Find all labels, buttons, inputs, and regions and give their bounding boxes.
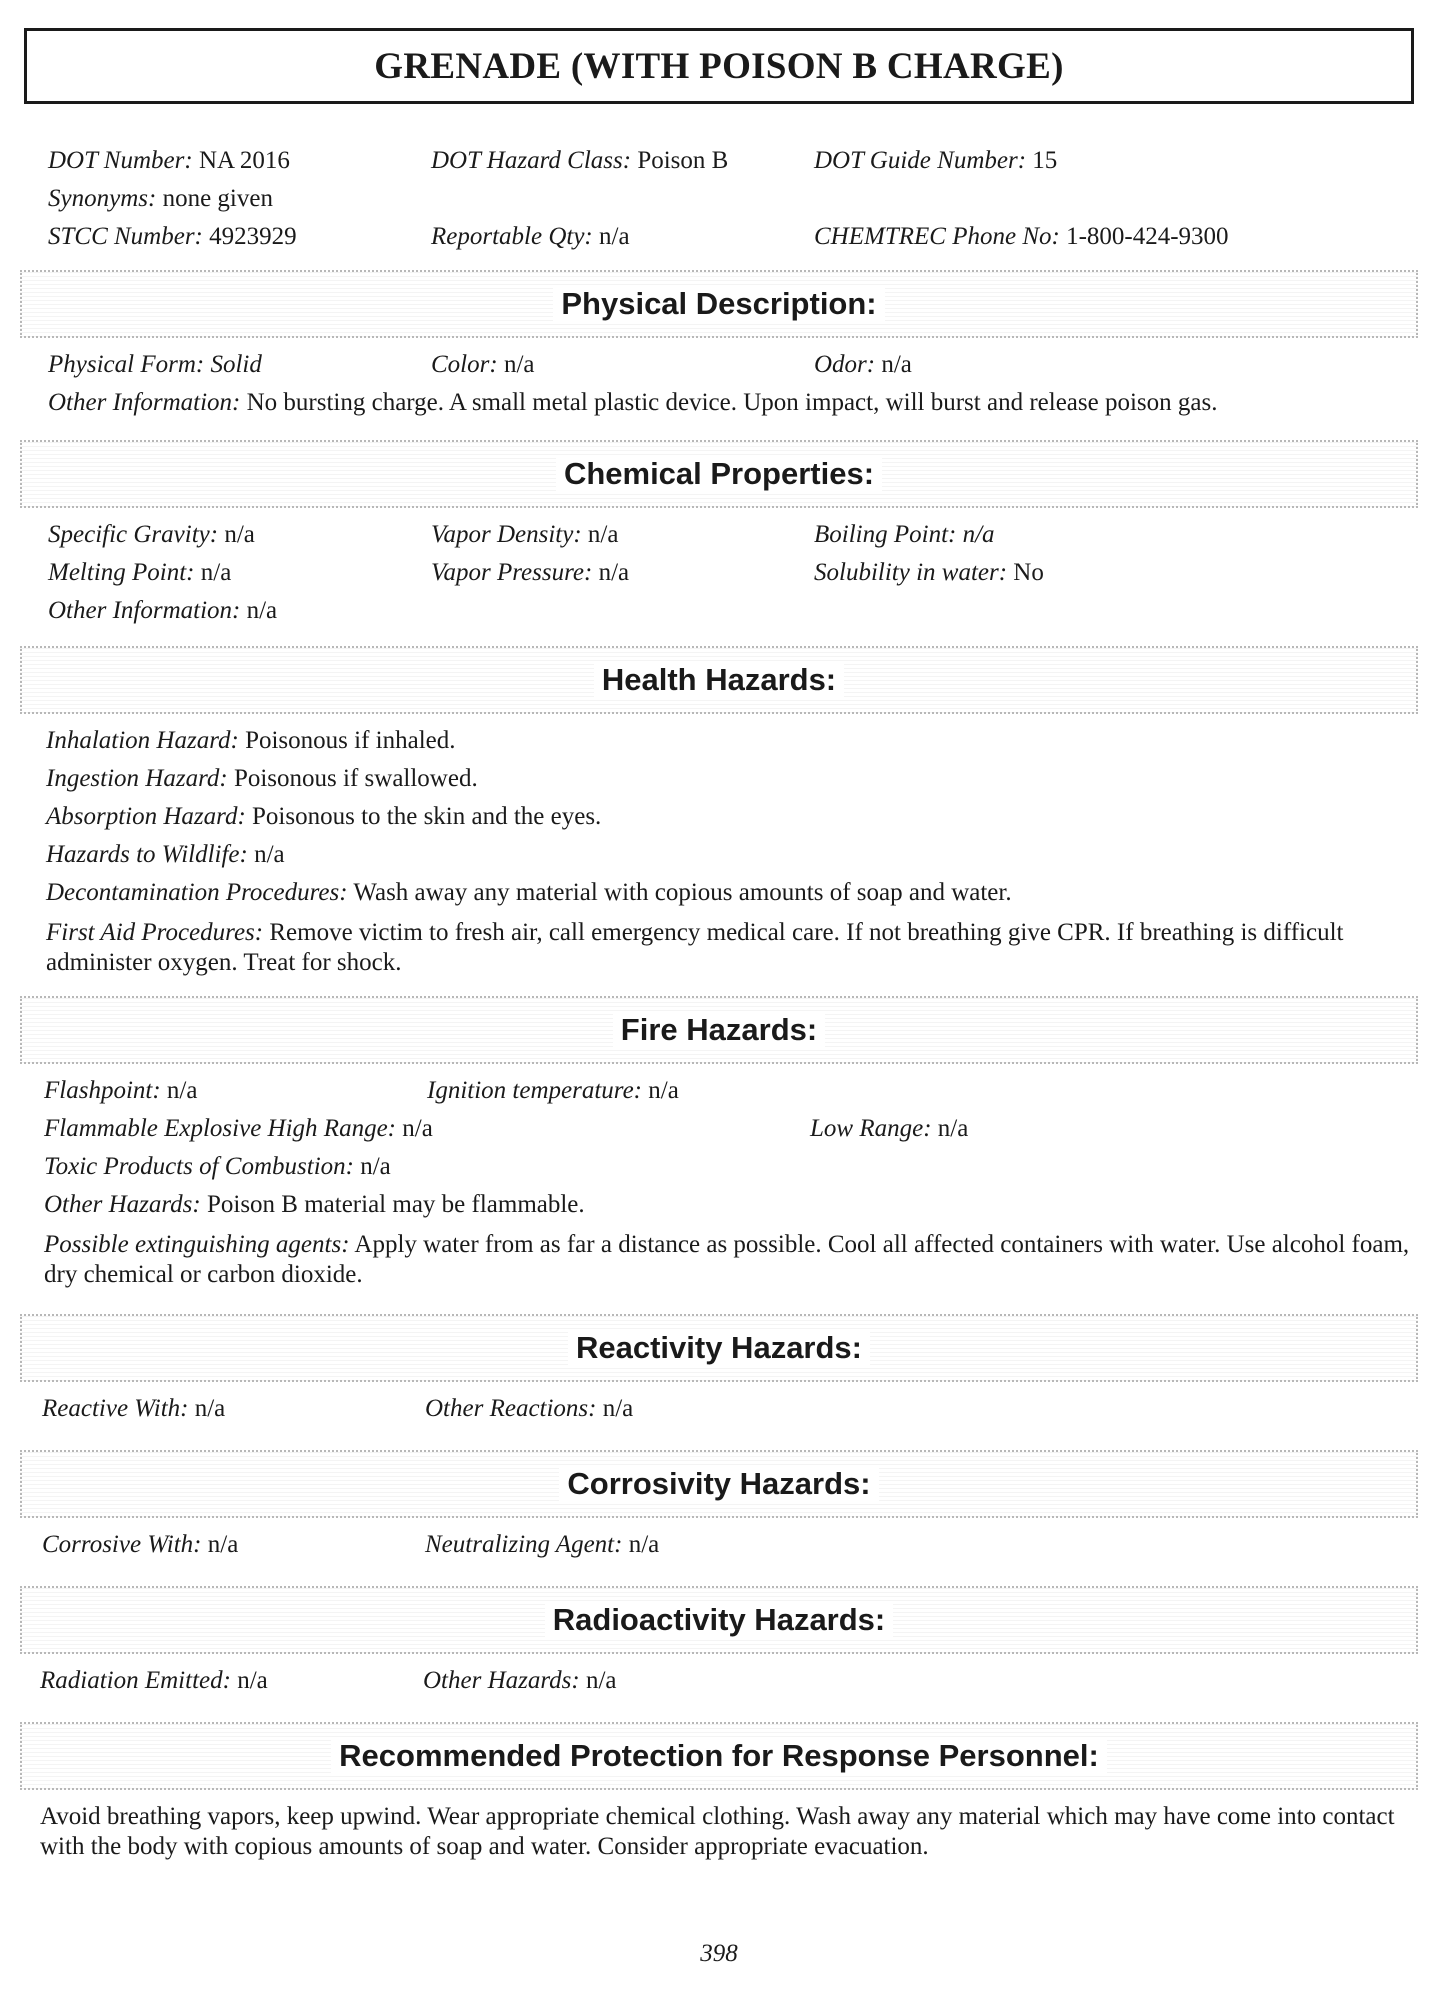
- wildlife-label: Hazards to Wildlife:: [46, 841, 248, 868]
- radioactivity-section-heading: [20, 1586, 1418, 1654]
- radio-other-label: Other Hazards:: [423, 1667, 580, 1694]
- flashpoint-value: n/a: [166, 1077, 198, 1104]
- vapor-pressure-value: n/a: [598, 559, 630, 586]
- high-range-value: n/a: [402, 1115, 433, 1142]
- corrosivity-row: [42, 1526, 1418, 1564]
- color-value: n/a: [503, 351, 535, 378]
- fire-section-heading: [20, 996, 1418, 1064]
- physical-heading-text: Physical Description:: [553, 286, 884, 322]
- dot-number-label: DOT Number:: [48, 147, 193, 174]
- inhalation-label: Inhalation Hazard:: [46, 727, 239, 754]
- absorption-value: Poisonous to the skin and the eyes.: [252, 803, 602, 830]
- vapor-density-label: Vapor Density:: [431, 521, 582, 548]
- radio-other-value: n/a: [585, 1667, 617, 1694]
- identification-block: [20, 142, 1418, 256]
- stcc-label: STCC Number:: [48, 223, 203, 250]
- health-block: [20, 722, 1418, 978]
- fire-row-1: [44, 1072, 1418, 1110]
- corrosivity-block: [20, 1526, 1418, 1564]
- first-aid-value: Remove victim to fresh air, call emergency medical care. If not breathing give CPR. If breathing is difficult administer oxygen. Treat for shock.: [46, 919, 1344, 976]
- physical-other-label: Other Information:: [48, 389, 241, 416]
- ingestion-value: Poisonous if swallowed.: [233, 765, 478, 792]
- ingestion-label: Ingestion Hazard:: [46, 765, 228, 792]
- ignition-value: n/a: [648, 1077, 679, 1104]
- chemical-block: [20, 516, 1418, 630]
- melting-point-label: Melting Point:: [48, 559, 195, 586]
- specific-gravity-value: n/a: [224, 521, 255, 548]
- dot-number-value: NA 2016: [198, 147, 290, 174]
- guide-number-label: DOT Guide Number:: [814, 147, 1027, 174]
- protection-heading-text: Recommended Protection for Response Personnel:: [331, 1738, 1107, 1774]
- high-range-label: Flammable Explosive High Range:: [44, 1115, 396, 1142]
- synonyms-label: Synonyms:: [48, 185, 157, 212]
- reactive-with-label: Reactive With:: [42, 1395, 189, 1422]
- chemical-other-label: Other Information:: [48, 597, 241, 624]
- chemical-other-value: n/a: [246, 597, 278, 624]
- radioactivity-row: [40, 1662, 1418, 1700]
- fire-other-line: [44, 1186, 1418, 1224]
- chemical-row-1: [48, 516, 1418, 554]
- odor-value: n/a: [881, 351, 912, 378]
- physical-block: [20, 346, 1418, 422]
- other-reactions-value: n/a: [602, 1395, 634, 1422]
- chemtrec-label: CHEMTREC Phone No:: [814, 223, 1060, 250]
- fire-heading-text: Fire Hazards:: [613, 1012, 825, 1048]
- vapor-pressure-label: Vapor Pressure:: [431, 559, 593, 586]
- corrosivity-heading-text: Corrosivity Hazards:: [559, 1466, 878, 1502]
- chemical-section-heading: [20, 440, 1418, 508]
- first-aid-line: [46, 918, 1418, 978]
- reportable-qty-value: n/a: [599, 223, 630, 250]
- synonyms-value: none given: [162, 185, 273, 212]
- physical-form-label: Physical Form: Solid: [48, 351, 262, 378]
- guide-number-value: 15: [1032, 147, 1058, 174]
- decon-value: Wash away any material with copious amounts of soap and water.: [353, 879, 1012, 906]
- corrosive-with-label: Corrosive With:: [42, 1531, 202, 1558]
- toxic-label: Toxic Products of Combustion:: [44, 1153, 354, 1180]
- document-page: [20, 28, 1418, 1864]
- inhalation-line: [46, 722, 1418, 760]
- decon-line: [46, 874, 1418, 912]
- color-label: Color:: [431, 351, 498, 378]
- solubility-label: Solubility in water:: [814, 559, 1008, 586]
- radiation-label: Radiation Emitted:: [40, 1667, 231, 1694]
- melting-point-value: n/a: [200, 559, 232, 586]
- reactivity-section-heading: [20, 1314, 1418, 1382]
- protection-section-heading: [20, 1722, 1418, 1790]
- radioactivity-block: [20, 1662, 1418, 1700]
- stcc-value: 4923929: [209, 223, 297, 250]
- chemical-row-3: [48, 592, 1418, 630]
- reportable-qty-label: Reportable Qty:: [431, 223, 593, 250]
- extinguishing-label: Possible extinguishing agents:: [44, 1231, 350, 1258]
- reactivity-row: [42, 1390, 1418, 1428]
- chemical-heading-text: Chemical Properties:: [556, 456, 882, 492]
- protection-text: Avoid breathing vapors, keep upwind. Wear appropriate chemical clothing. Wash away any material which may have come into contact with the body with copious amounts of soap and water. Consider appropriate evacuation.: [40, 1803, 1395, 1860]
- hazard-class-value: Poison B: [637, 147, 729, 174]
- fire-other-value: Poison B material may be flammable.: [206, 1191, 585, 1218]
- document-title: GRENADE (WITH POISON B CHARGE): [374, 45, 1064, 87]
- neutralizing-label: Neutralizing Agent:: [425, 1531, 623, 1558]
- ingestion-line: [46, 760, 1418, 798]
- corrosivity-section-heading: [20, 1450, 1418, 1518]
- page-number: 398: [700, 1940, 738, 1967]
- id-row-1: [48, 142, 1418, 180]
- flashpoint-label: Flashpoint:: [44, 1077, 161, 1104]
- absorption-line: [46, 798, 1418, 836]
- low-range-value: n/a: [937, 1115, 969, 1142]
- reactive-with-value: n/a: [194, 1395, 226, 1422]
- specific-gravity-label: Specific Gravity:: [48, 521, 219, 548]
- wildlife-value: n/a: [254, 841, 285, 868]
- title-box: [24, 28, 1414, 104]
- fire-block: [20, 1072, 1418, 1290]
- extinguishing-value: Apply water from as far a distance as possible. Cool all affected containers with water. Use alcohol foam, dry chemical or carbon dioxide.: [44, 1231, 1410, 1288]
- health-section-heading: [20, 646, 1418, 714]
- other-reactions-label: Other Reactions:: [425, 1395, 597, 1422]
- fire-row-2: [44, 1110, 1418, 1148]
- absorption-label: Absorption Hazard:: [46, 803, 246, 830]
- reactivity-block: [20, 1390, 1418, 1428]
- wildlife-line: [46, 836, 1418, 874]
- id-row-3: [48, 218, 1418, 256]
- extinguishing-line: [44, 1230, 1418, 1290]
- ignition-label: Ignition temperature:: [427, 1077, 643, 1104]
- health-heading-text: Health Hazards:: [594, 662, 844, 698]
- toxic-line: [44, 1148, 1418, 1186]
- physical-other-value: No bursting charge. A small metal plastic device. Upon impact, will burst and release poison gas.: [246, 389, 1218, 416]
- odor-label: Odor:: [814, 351, 876, 378]
- reactivity-heading-text: Reactivity Hazards:: [568, 1330, 870, 1366]
- decon-label: Decontamination Procedures:: [46, 879, 348, 906]
- boiling-point-label: Boiling Point: n/a: [814, 521, 995, 548]
- neutralizing-value: n/a: [628, 1531, 660, 1558]
- physical-row-2: [48, 384, 1418, 422]
- corrosive-with-value: n/a: [207, 1531, 239, 1558]
- low-range-label: Low Range:: [810, 1115, 932, 1142]
- radiation-value: n/a: [237, 1667, 268, 1694]
- physical-section-heading: [20, 270, 1418, 338]
- vapor-density-value: n/a: [587, 521, 619, 548]
- first-aid-label: First Aid Procedures:: [46, 919, 264, 946]
- chemtrec-value: 1-800-424-9300: [1066, 223, 1229, 250]
- fire-other-label: Other Hazards:: [44, 1191, 201, 1218]
- chemical-row-2: [48, 554, 1418, 592]
- toxic-value: n/a: [360, 1153, 391, 1180]
- inhalation-value: Poisonous if inhaled.: [245, 727, 456, 754]
- radioactivity-heading-text: Radioactivity Hazards:: [545, 1602, 894, 1638]
- solubility-value: No: [1013, 559, 1044, 586]
- hazard-class-label: DOT Hazard Class:: [431, 147, 632, 174]
- id-row-2: [48, 180, 1418, 218]
- physical-row-1: [48, 346, 1418, 384]
